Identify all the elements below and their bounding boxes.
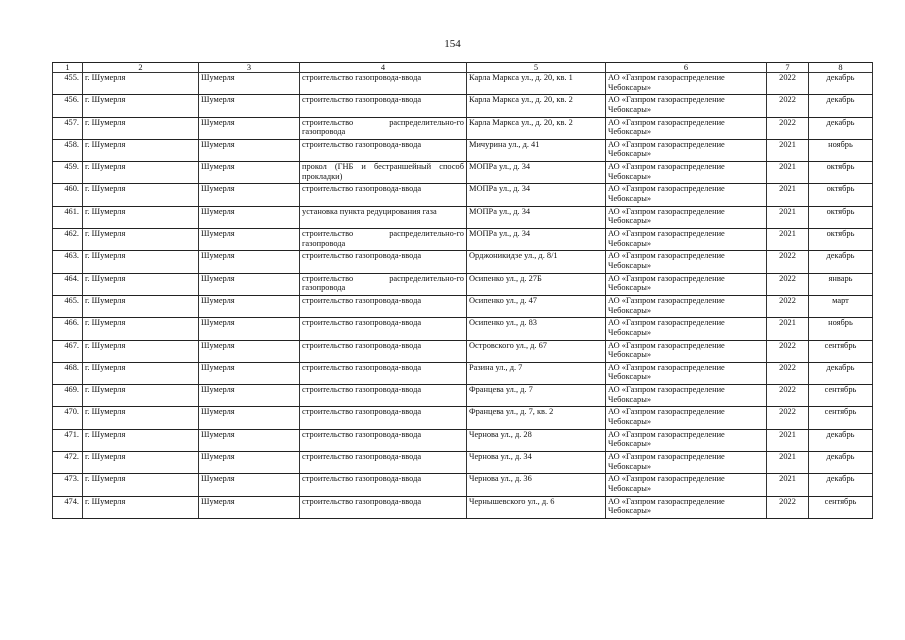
city-cell: г. Шумерля <box>83 251 199 273</box>
year-cell: 2021 <box>767 162 809 184</box>
column-header-6: 6 <box>606 63 767 73</box>
month-cell: октябрь <box>809 206 873 228</box>
column-header-3: 3 <box>199 63 300 73</box>
settlement-cell: Шумерля <box>199 385 300 407</box>
table-row <box>53 184 873 206</box>
city-cell: г. Шумерля <box>83 385 199 407</box>
row-number: 469. <box>53 385 83 407</box>
row-number: 474. <box>53 496 83 518</box>
row-number: 465. <box>53 295 83 317</box>
city-cell: г. Шумерля <box>83 162 199 184</box>
month-cell: декабрь <box>809 95 873 117</box>
work-type-cell: прокол (ГНБ и бестраншейный способ прокладки) <box>300 162 467 184</box>
year-cell: 2022 <box>767 295 809 317</box>
month-cell: ноябрь <box>809 318 873 340</box>
settlement-cell: Шумерля <box>199 184 300 206</box>
settlement-cell: Шумерля <box>199 362 300 384</box>
work-type-cell: строительство газопровода-ввода <box>300 318 467 340</box>
row-number: 467. <box>53 340 83 362</box>
row-number: 473. <box>53 474 83 496</box>
month-cell: декабрь <box>809 73 873 95</box>
work-type-cell: строительство газопровода-ввода <box>300 95 467 117</box>
organization-cell: АО «Газпром газораспределение Чебоксары» <box>606 362 767 384</box>
city-cell: г. Шумерля <box>83 429 199 451</box>
table-row <box>53 251 873 273</box>
organization-cell: АО «Газпром газораспределение Чебоксары» <box>606 496 767 518</box>
work-type-cell: строительство газопровода-ввода <box>300 251 467 273</box>
month-cell: декабрь <box>809 117 873 139</box>
year-cell: 2021 <box>767 229 809 251</box>
work-type-cell: строительство газопровода-ввода <box>300 407 467 429</box>
table-row <box>53 474 873 496</box>
table-row <box>53 318 873 340</box>
city-cell: г. Шумерля <box>83 206 199 228</box>
column-header-4: 4 <box>300 63 467 73</box>
settlement-cell: Шумерля <box>199 95 300 117</box>
table-row <box>53 362 873 384</box>
settlement-cell: Шумерля <box>199 229 300 251</box>
address-cell: МОПРа ул., д. 34 <box>467 184 606 206</box>
row-number: 457. <box>53 117 83 139</box>
address-cell: Осипенко ул., д. 47 <box>467 295 606 317</box>
month-cell: сентябрь <box>809 407 873 429</box>
row-number: 462. <box>53 229 83 251</box>
table-row <box>53 117 873 139</box>
table-row <box>53 273 873 295</box>
year-cell: 2022 <box>767 73 809 95</box>
year-cell: 2022 <box>767 117 809 139</box>
address-cell: Францева ул., д. 7, кв. 2 <box>467 407 606 429</box>
city-cell: г. Шумерля <box>83 474 199 496</box>
address-cell: МОПРа ул., д. 34 <box>467 206 606 228</box>
work-type-cell: строительство газопровода-ввода <box>300 362 467 384</box>
city-cell: г. Шумерля <box>83 496 199 518</box>
organization-cell: АО «Газпром газораспределение Чебоксары» <box>606 273 767 295</box>
table-row <box>53 162 873 184</box>
work-type-cell: строительство газопровода-ввода <box>300 429 467 451</box>
work-type-cell: строительство газопровода-ввода <box>300 496 467 518</box>
city-cell: г. Шумерля <box>83 318 199 340</box>
address-cell: Осипенко ул., д. 27Б <box>467 273 606 295</box>
table-row <box>53 229 873 251</box>
year-cell: 2022 <box>767 251 809 273</box>
work-type-cell: строительство газопровода-ввода <box>300 295 467 317</box>
city-cell: г. Шумерля <box>83 340 199 362</box>
row-number: 463. <box>53 251 83 273</box>
month-cell: сентябрь <box>809 496 873 518</box>
address-cell: Карла Маркса ул., д. 20, кв. 2 <box>467 95 606 117</box>
year-cell: 2022 <box>767 407 809 429</box>
page-number: 154 <box>444 38 461 50</box>
address-cell: Карла Маркса ул., д. 20, кв. 2 <box>467 117 606 139</box>
settlement-cell: Шумерля <box>199 73 300 95</box>
address-cell: Островского ул., д. 67 <box>467 340 606 362</box>
table-row <box>53 206 873 228</box>
organization-cell: АО «Газпром газораспределение Чебоксары» <box>606 407 767 429</box>
work-type-cell: строительство газопровода-ввода <box>300 73 467 95</box>
row-number: 456. <box>53 95 83 117</box>
address-cell: Осипенко ул., д. 83 <box>467 318 606 340</box>
column-header-1: 1 <box>53 63 83 73</box>
organization-cell: АО «Газпром газораспределение Чебоксары» <box>606 162 767 184</box>
month-cell: декабрь <box>809 362 873 384</box>
settlement-cell: Шумерля <box>199 452 300 474</box>
settlement-cell: Шумерля <box>199 206 300 228</box>
address-cell: МОПРа ул., д. 34 <box>467 162 606 184</box>
address-cell: Мичурина ул., д. 41 <box>467 139 606 161</box>
settlement-cell: Шумерля <box>199 429 300 451</box>
city-cell: г. Шумерля <box>83 273 199 295</box>
year-cell: 2022 <box>767 273 809 295</box>
work-type-cell: строительство газопровода-ввода <box>300 139 467 161</box>
city-cell: г. Шумерля <box>83 95 199 117</box>
settlement-cell: Шумерля <box>199 295 300 317</box>
table-row <box>53 340 873 362</box>
settlement-cell: Шумерля <box>199 407 300 429</box>
organization-cell: АО «Газпром газораспределение Чебоксары» <box>606 385 767 407</box>
year-cell: 2021 <box>767 474 809 496</box>
address-cell: Разина ул., д. 7 <box>467 362 606 384</box>
table-row <box>53 496 873 518</box>
organization-cell: АО «Газпром газораспределение Чебоксары» <box>606 340 767 362</box>
organization-cell: АО «Газпром газораспределение Чебоксары» <box>606 295 767 317</box>
year-cell: 2022 <box>767 340 809 362</box>
table-row <box>53 407 873 429</box>
year-cell: 2022 <box>767 496 809 518</box>
work-type-cell: строительство распределительно-го газопровода <box>300 229 467 251</box>
organization-cell: АО «Газпром газораспределение Чебоксары» <box>606 318 767 340</box>
month-cell: ноябрь <box>809 139 873 161</box>
city-cell: г. Шумерля <box>83 73 199 95</box>
organization-cell: АО «Газпром газораспределение Чебоксары» <box>606 117 767 139</box>
year-cell: 2021 <box>767 429 809 451</box>
month-cell: декабрь <box>809 251 873 273</box>
row-number: 461. <box>53 206 83 228</box>
column-header-2: 2 <box>83 63 199 73</box>
month-cell: декабрь <box>809 474 873 496</box>
work-type-cell: строительство газопровода-ввода <box>300 340 467 362</box>
row-number: 464. <box>53 273 83 295</box>
month-cell: октябрь <box>809 162 873 184</box>
settlement-cell: Шумерля <box>199 162 300 184</box>
month-cell: декабрь <box>809 452 873 474</box>
organization-cell: АО «Газпром газораспределение Чебоксары» <box>606 184 767 206</box>
settlement-cell: Шумерля <box>199 496 300 518</box>
organization-cell: АО «Газпром газораспределение Чебоксары» <box>606 206 767 228</box>
row-number: 455. <box>53 73 83 95</box>
document-table <box>52 62 873 519</box>
organization-cell: АО «Газпром газораспределение Чебоксары» <box>606 251 767 273</box>
work-type-cell: строительство газопровода-ввода <box>300 184 467 206</box>
year-cell: 2022 <box>767 385 809 407</box>
table-body <box>53 73 873 519</box>
month-cell: сентябрь <box>809 385 873 407</box>
organization-cell: АО «Газпром газораспределение Чебоксары» <box>606 474 767 496</box>
organization-cell: АО «Газпром газораспределение Чебоксары» <box>606 452 767 474</box>
address-cell: Чернышевского ул., д. 6 <box>467 496 606 518</box>
city-cell: г. Шумерля <box>83 229 199 251</box>
month-cell: октябрь <box>809 229 873 251</box>
settlement-cell: Шумерля <box>199 474 300 496</box>
city-cell: г. Шумерля <box>83 295 199 317</box>
city-cell: г. Шумерля <box>83 362 199 384</box>
row-number: 466. <box>53 318 83 340</box>
address-cell: МОПРа ул., д. 34 <box>467 229 606 251</box>
column-header-7: 7 <box>767 63 809 73</box>
settlement-cell: Шумерля <box>199 139 300 161</box>
city-cell: г. Шумерля <box>83 139 199 161</box>
city-cell: г. Шумерля <box>83 452 199 474</box>
row-number: 468. <box>53 362 83 384</box>
city-cell: г. Шумерля <box>83 184 199 206</box>
city-cell: г. Шумерля <box>83 407 199 429</box>
year-cell: 2021 <box>767 184 809 206</box>
row-number: 460. <box>53 184 83 206</box>
work-type-cell: установка пункта редуцирования газа <box>300 206 467 228</box>
settlement-cell: Шумерля <box>199 251 300 273</box>
work-type-cell: строительство газопровода-ввода <box>300 385 467 407</box>
organization-cell: АО «Газпром газораспределение Чебоксары» <box>606 95 767 117</box>
row-number: 458. <box>53 139 83 161</box>
table-row <box>53 95 873 117</box>
address-cell: Чернова ул., д. 36 <box>467 474 606 496</box>
table-row <box>53 73 873 95</box>
address-cell: Орджоникидзе ул., д. 8/1 <box>467 251 606 273</box>
organization-cell: АО «Газпром газораспределение Чебоксары» <box>606 139 767 161</box>
organization-cell: АО «Газпром газораспределение Чебоксары» <box>606 73 767 95</box>
year-cell: 2022 <box>767 362 809 384</box>
organization-cell: АО «Газпром газораспределение Чебоксары» <box>606 429 767 451</box>
table-row <box>53 429 873 451</box>
table-row <box>53 139 873 161</box>
organization-cell: АО «Газпром газораспределение Чебоксары» <box>606 229 767 251</box>
year-cell: 2021 <box>767 206 809 228</box>
work-type-cell: строительство газопровода-ввода <box>300 474 467 496</box>
address-cell: Карла Маркса ул., д. 20, кв. 1 <box>467 73 606 95</box>
month-cell: октябрь <box>809 184 873 206</box>
settlement-cell: Шумерля <box>199 117 300 139</box>
address-cell: Чернова ул., д. 28 <box>467 429 606 451</box>
year-cell: 2022 <box>767 95 809 117</box>
month-cell: январь <box>809 273 873 295</box>
city-cell: г. Шумерля <box>83 117 199 139</box>
table-row <box>53 452 873 474</box>
year-cell: 2021 <box>767 318 809 340</box>
settlement-cell: Шумерля <box>199 273 300 295</box>
row-number: 471. <box>53 429 83 451</box>
table-row <box>53 385 873 407</box>
row-number: 470. <box>53 407 83 429</box>
year-cell: 2021 <box>767 452 809 474</box>
work-type-cell: строительство распределительно-го газопровода <box>300 273 467 295</box>
row-number: 472. <box>53 452 83 474</box>
table-row <box>53 295 873 317</box>
settlement-cell: Шумерля <box>199 340 300 362</box>
column-header-8: 8 <box>809 63 873 73</box>
column-header-5: 5 <box>467 63 606 73</box>
settlement-cell: Шумерля <box>199 318 300 340</box>
year-cell: 2021 <box>767 139 809 161</box>
address-cell: Чернова ул., д. 34 <box>467 452 606 474</box>
work-type-cell: строительство газопровода-ввода <box>300 452 467 474</box>
month-cell: декабрь <box>809 429 873 451</box>
month-cell: сентябрь <box>809 340 873 362</box>
address-cell: Францева ул., д. 7 <box>467 385 606 407</box>
month-cell: март <box>809 295 873 317</box>
column-header-row <box>53 63 873 73</box>
work-type-cell: строительство распределительно-го газопровода <box>300 117 467 139</box>
row-number: 459. <box>53 162 83 184</box>
